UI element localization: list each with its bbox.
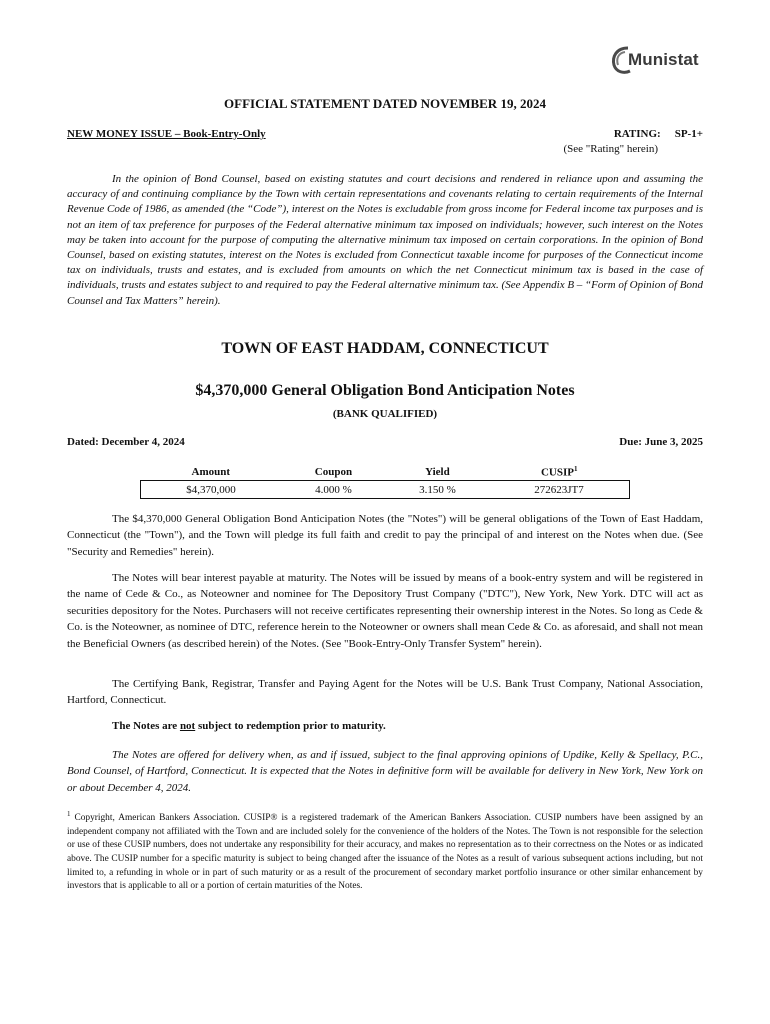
tax-opinion-paragraph: In the opinion of Bond Counsel, based on existing statutes and court decisions and rendered in reliance upon and assuming the accuracy of and continuing compliance by the Town with certain representations and covenants relating to certain requirements of the Internal Revenue Code of 1986, as amended (the “Code”), interest on the Notes is excludable from gross income for Federal income tax purposes and is not an item of tax preference for purposes of the Federal alternative minimum tax imposed on individuals; however, such interest on the Notes may be taken into account for the purpose of computing the alternative minimum tax imposed on certain corporations. In the opinion of Bond Counsel, based on existing statutes, interest on the Notes is excluded from Connecticut taxable income for purposes of the Connecticut income tax on individuals, trusts and estates, and is excluded from amounts on which the net Connecticut minimum tax is based in the case of individuals, trusts and estates subject to and required to pay the Federal alternative minimum tax. (See Appendix B – “Form of Opinion of Bond Counsel and Tax Matters” herein). [67,173,703,307]
cell-yield: 3.150 % [386,480,489,498]
notes-title: $4,370,000 General Obligation Bond Anticipation Notes [195,382,575,399]
cell-coupon: 4.000 % [281,480,386,498]
paragraph-obligations: The $4,370,000 General Obligation Bond Anticipation Notes (the "Notes") will be general obligations of the Town of East Haddam, Connecticut (the "Town"), and the Town will pledge its full faith and credit to pay the principal of and interest on the Notes when due. (See "Security and Remedies" herein). [67,513,703,558]
cell-amount: $4,370,000 [141,480,282,498]
maturity-table [140,462,630,499]
cusip-footnote-marker: 1 [573,465,578,473]
header-amount: Amount [141,462,282,480]
redemption-emphasis: not [179,720,196,732]
footnote-text: Copyright, American Bankers Association. CUSIP® is a registered trademark of the American Bankers Association. CUSIP numbers have been assigned by an independent company not affiliated with the Town and are included solely for the convenience of the holders of the Notes. The Town is not responsible for the selection or use of these CUSIP numbers, does not undertake any responsibility for their accuracy, and makes no representation as to their correctness on the Notes or as indicated above. The CUSIP number for a specific maturity is subject to being changed after the issuance of the Notes as a result of various subsequent actions including, but not limited to, a refunding in whole or in part of such maturity or as a result of the procurement of secondary market portfolio insurance or other similar enhancement by investors that is applicable to all or a portion of certain maturities of the Notes. [67,813,703,892]
redemption-statement [112,720,386,732]
bank-qualified: (BANK QUALIFIED) [332,408,438,420]
rating [614,128,703,140]
due-date: Due: June 3, 2025 [619,436,703,448]
redemption-prefix: The Notes are [112,720,180,732]
rating-value: SP-1+ [674,128,703,140]
paragraph-book-entry: The Notes will bear interest payable at maturity. The Notes will be issued by means of a book-entry system and will be registered in the name of Cede & Co., as Noteowner and nominee for The Depository Trust Company ("DTC"), New York, New York. DTC will act as securities depository for the Notes. Purchasers will not receive certificates representing their ownership interest in the Notes. So long as Cede & Co. is the Noteowner, as nominee of DTC, reference herein to the Noteowner or owners shall mean Cede & Co. as aforesaid, and shall not mean the Beneficial Owners (as described herein) of the Notes. (See "Book-Entry-Only Transfer System" herein). [67,572,703,650]
delivery-paragraph: The Notes are offered for delivery when, as and if issued, subject to the final approving opinions of Updike, Kelly & Spellacy, P.C., Bond Counsel, of Hartford, Connecticut. It is expected that the Notes in definitive form will be available for delivery in New York, New York on or about December 4, 2024. [67,749,703,794]
redemption-suffix: subject to redemption prior to maturity. [195,720,386,732]
table-header-row [141,462,630,480]
header-coupon: Coupon [281,462,386,480]
munistat-logo [610,44,699,76]
logo-text: Munistat [628,50,699,69]
statement-title: OFFICIAL STATEMENT DATED NOVEMBER 19, 2024 [224,96,546,111]
cusip-footnote [67,808,703,894]
dated-date: Dated: December 4, 2024 [67,436,185,448]
issue-type: NEW MONEY ISSUE – Book-Entry-Only [67,128,266,140]
rating-note: (See "Rating" herein) [563,143,658,155]
header-cusip [489,462,630,480]
header-cusip-label: CUSIP [540,466,574,479]
footnote-marker: 1 [67,810,71,818]
issuer-name: TOWN OF EAST HADDAM, CONNECTICUT [221,340,549,357]
paragraph-paying-agent: The Certifying Bank, Registrar, Transfer and Paying Agent for the Notes will be U.S. Bank Trust Company, National Association, Hartford, Connecticut. [67,678,703,707]
cell-cusip: 272623JT7 [489,480,630,498]
rating-label: RATING: [613,128,661,140]
header-yield: Yield [386,462,489,480]
table-row [141,480,630,498]
